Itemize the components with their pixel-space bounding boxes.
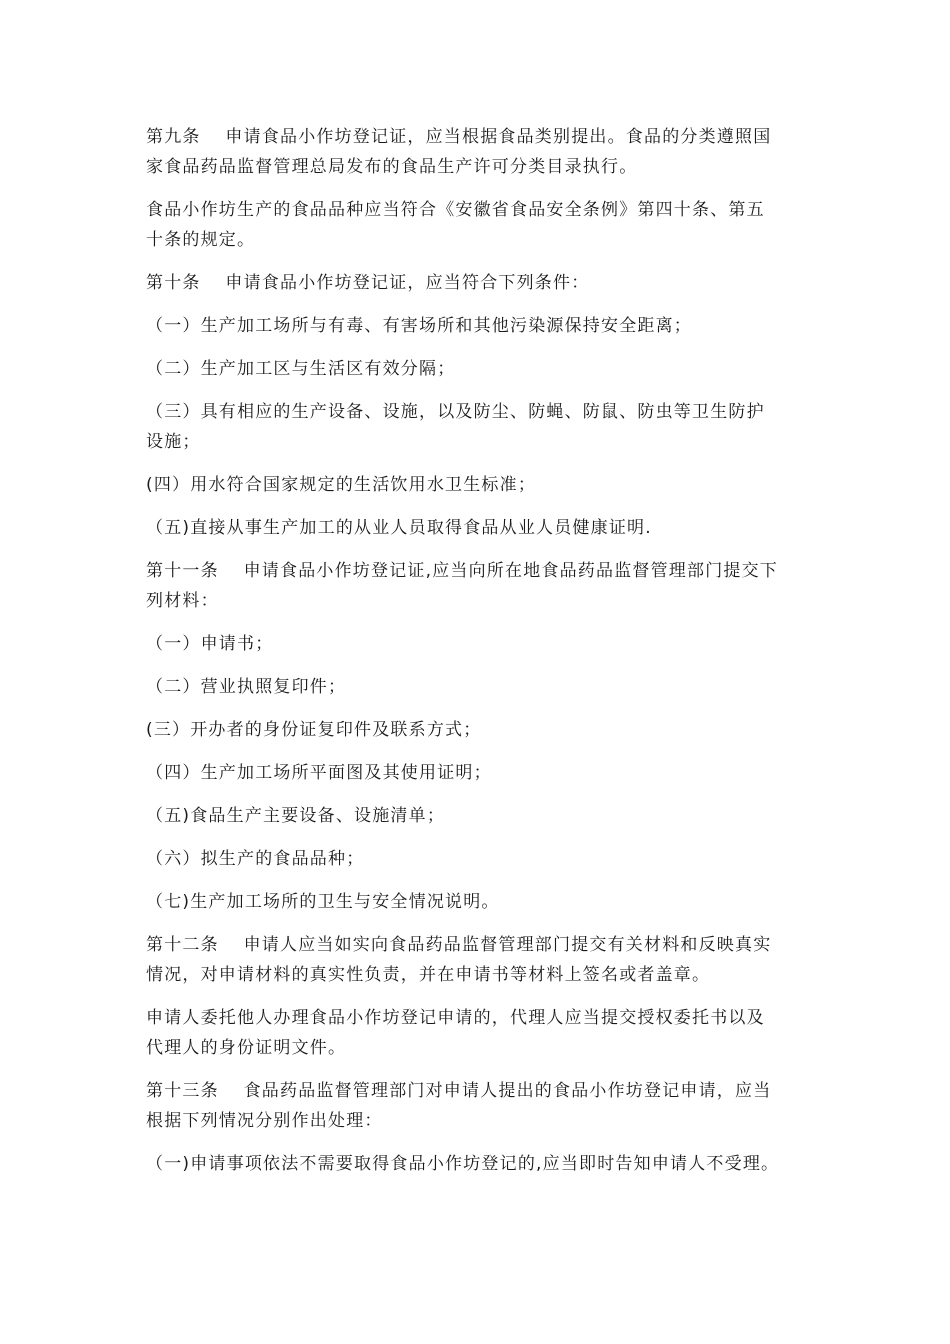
paragraph <box>146 397 826 457</box>
paragraph-line: （五)食品生产主要设备、设施清单； <box>146 806 446 826</box>
paragraph-line: （三）具有相应的生产设备、设施，以及防尘、防蝇、防鼠、防虫等卫生防护 <box>146 402 765 422</box>
paragraph-line: （四）生产加工场所平面图及其使用证明； <box>146 763 492 783</box>
document-body <box>146 122 826 1192</box>
paragraph-line: 列材料： <box>146 591 219 611</box>
paragraph <box>146 354 826 384</box>
paragraph <box>146 195 826 255</box>
paragraph <box>146 887 826 917</box>
paragraph <box>146 629 826 659</box>
paragraph <box>146 1076 826 1136</box>
paragraph <box>146 311 826 341</box>
paragraph-line: 申请人委托他人办理食品小作坊登记申请的，代理人应当提交授权委托书以及 <box>146 1008 765 1028</box>
paragraph-line: (三）开办者的身份证复印件及联系方式； <box>146 720 482 740</box>
paragraph <box>146 930 826 990</box>
paragraph-line: (四）用水符合国家规定的生活饮用水卫生标准； <box>146 475 537 495</box>
paragraph <box>146 470 826 500</box>
paragraph <box>146 801 826 831</box>
paragraph <box>146 513 826 543</box>
paragraph-line: 第十一条 申请食品小作坊登记证,应当向所在地食品药品监督管理部门提交下 <box>146 561 779 581</box>
paragraph-line: 第九条 申请食品小作坊登记证，应当根据食品类别提出。食品的分类遵照国 <box>146 127 772 147</box>
paragraph <box>146 1149 826 1179</box>
paragraph <box>146 672 826 702</box>
paragraph <box>146 715 826 745</box>
paragraph-line: 设施； <box>146 432 201 452</box>
paragraph-line: 家食品药品监督管理总局发布的食品生产许可分类目录执行。 <box>146 157 638 177</box>
paragraph <box>146 1003 826 1063</box>
paragraph-line: （一）申请书； <box>146 634 274 654</box>
paragraph-line: 十条的规定。 <box>146 230 256 250</box>
paragraph-line: （二）生产加工区与生活区有效分隔； <box>146 359 456 379</box>
paragraph-line: 第十二条 申请人应当如实向食品药品监督管理部门提交有关材料和反映真实 <box>146 935 772 955</box>
paragraph <box>146 122 826 182</box>
paragraph-line: 根据下列情况分别作出处理： <box>146 1111 383 1131</box>
paragraph-line: （六）拟生产的食品品种； <box>146 849 365 869</box>
paragraph-line: 代理人的身份证明文件。 <box>146 1038 347 1058</box>
paragraph-line: 情况，对申请材料的真实性负责，并在申请书等材料上签名或者盖章。 <box>146 965 711 985</box>
paragraph <box>146 758 826 788</box>
paragraph <box>146 556 826 616</box>
paragraph-line: （五)直接从事生产加工的从业人员取得食品从业人员健康证明. <box>146 518 652 538</box>
paragraph <box>146 268 826 298</box>
paragraph-line: （一)申请事项依法不需要取得食品小作坊登记的,应当即时告知申请人不受理。 <box>146 1154 780 1174</box>
paragraph-line: （二）营业执照复印件； <box>146 677 347 697</box>
paragraph-line: （七)生产加工场所的卫生与安全情况说明。 <box>146 892 500 912</box>
paragraph-line: 第十条 申请食品小作坊登记证，应当符合下列条件： <box>146 273 590 293</box>
paragraph-line: 第十三条 食品药品监督管理部门对申请人提出的食品小作坊登记申请，应当 <box>146 1081 772 1101</box>
paragraph-line: （一）生产加工场所与有毒、有害场所和其他污染源保持安全距离； <box>146 316 692 336</box>
paragraph <box>146 844 826 874</box>
paragraph-line: 食品小作坊生产的食品品种应当符合《安徽省食品安全条例》第四十条、第五 <box>146 200 765 220</box>
